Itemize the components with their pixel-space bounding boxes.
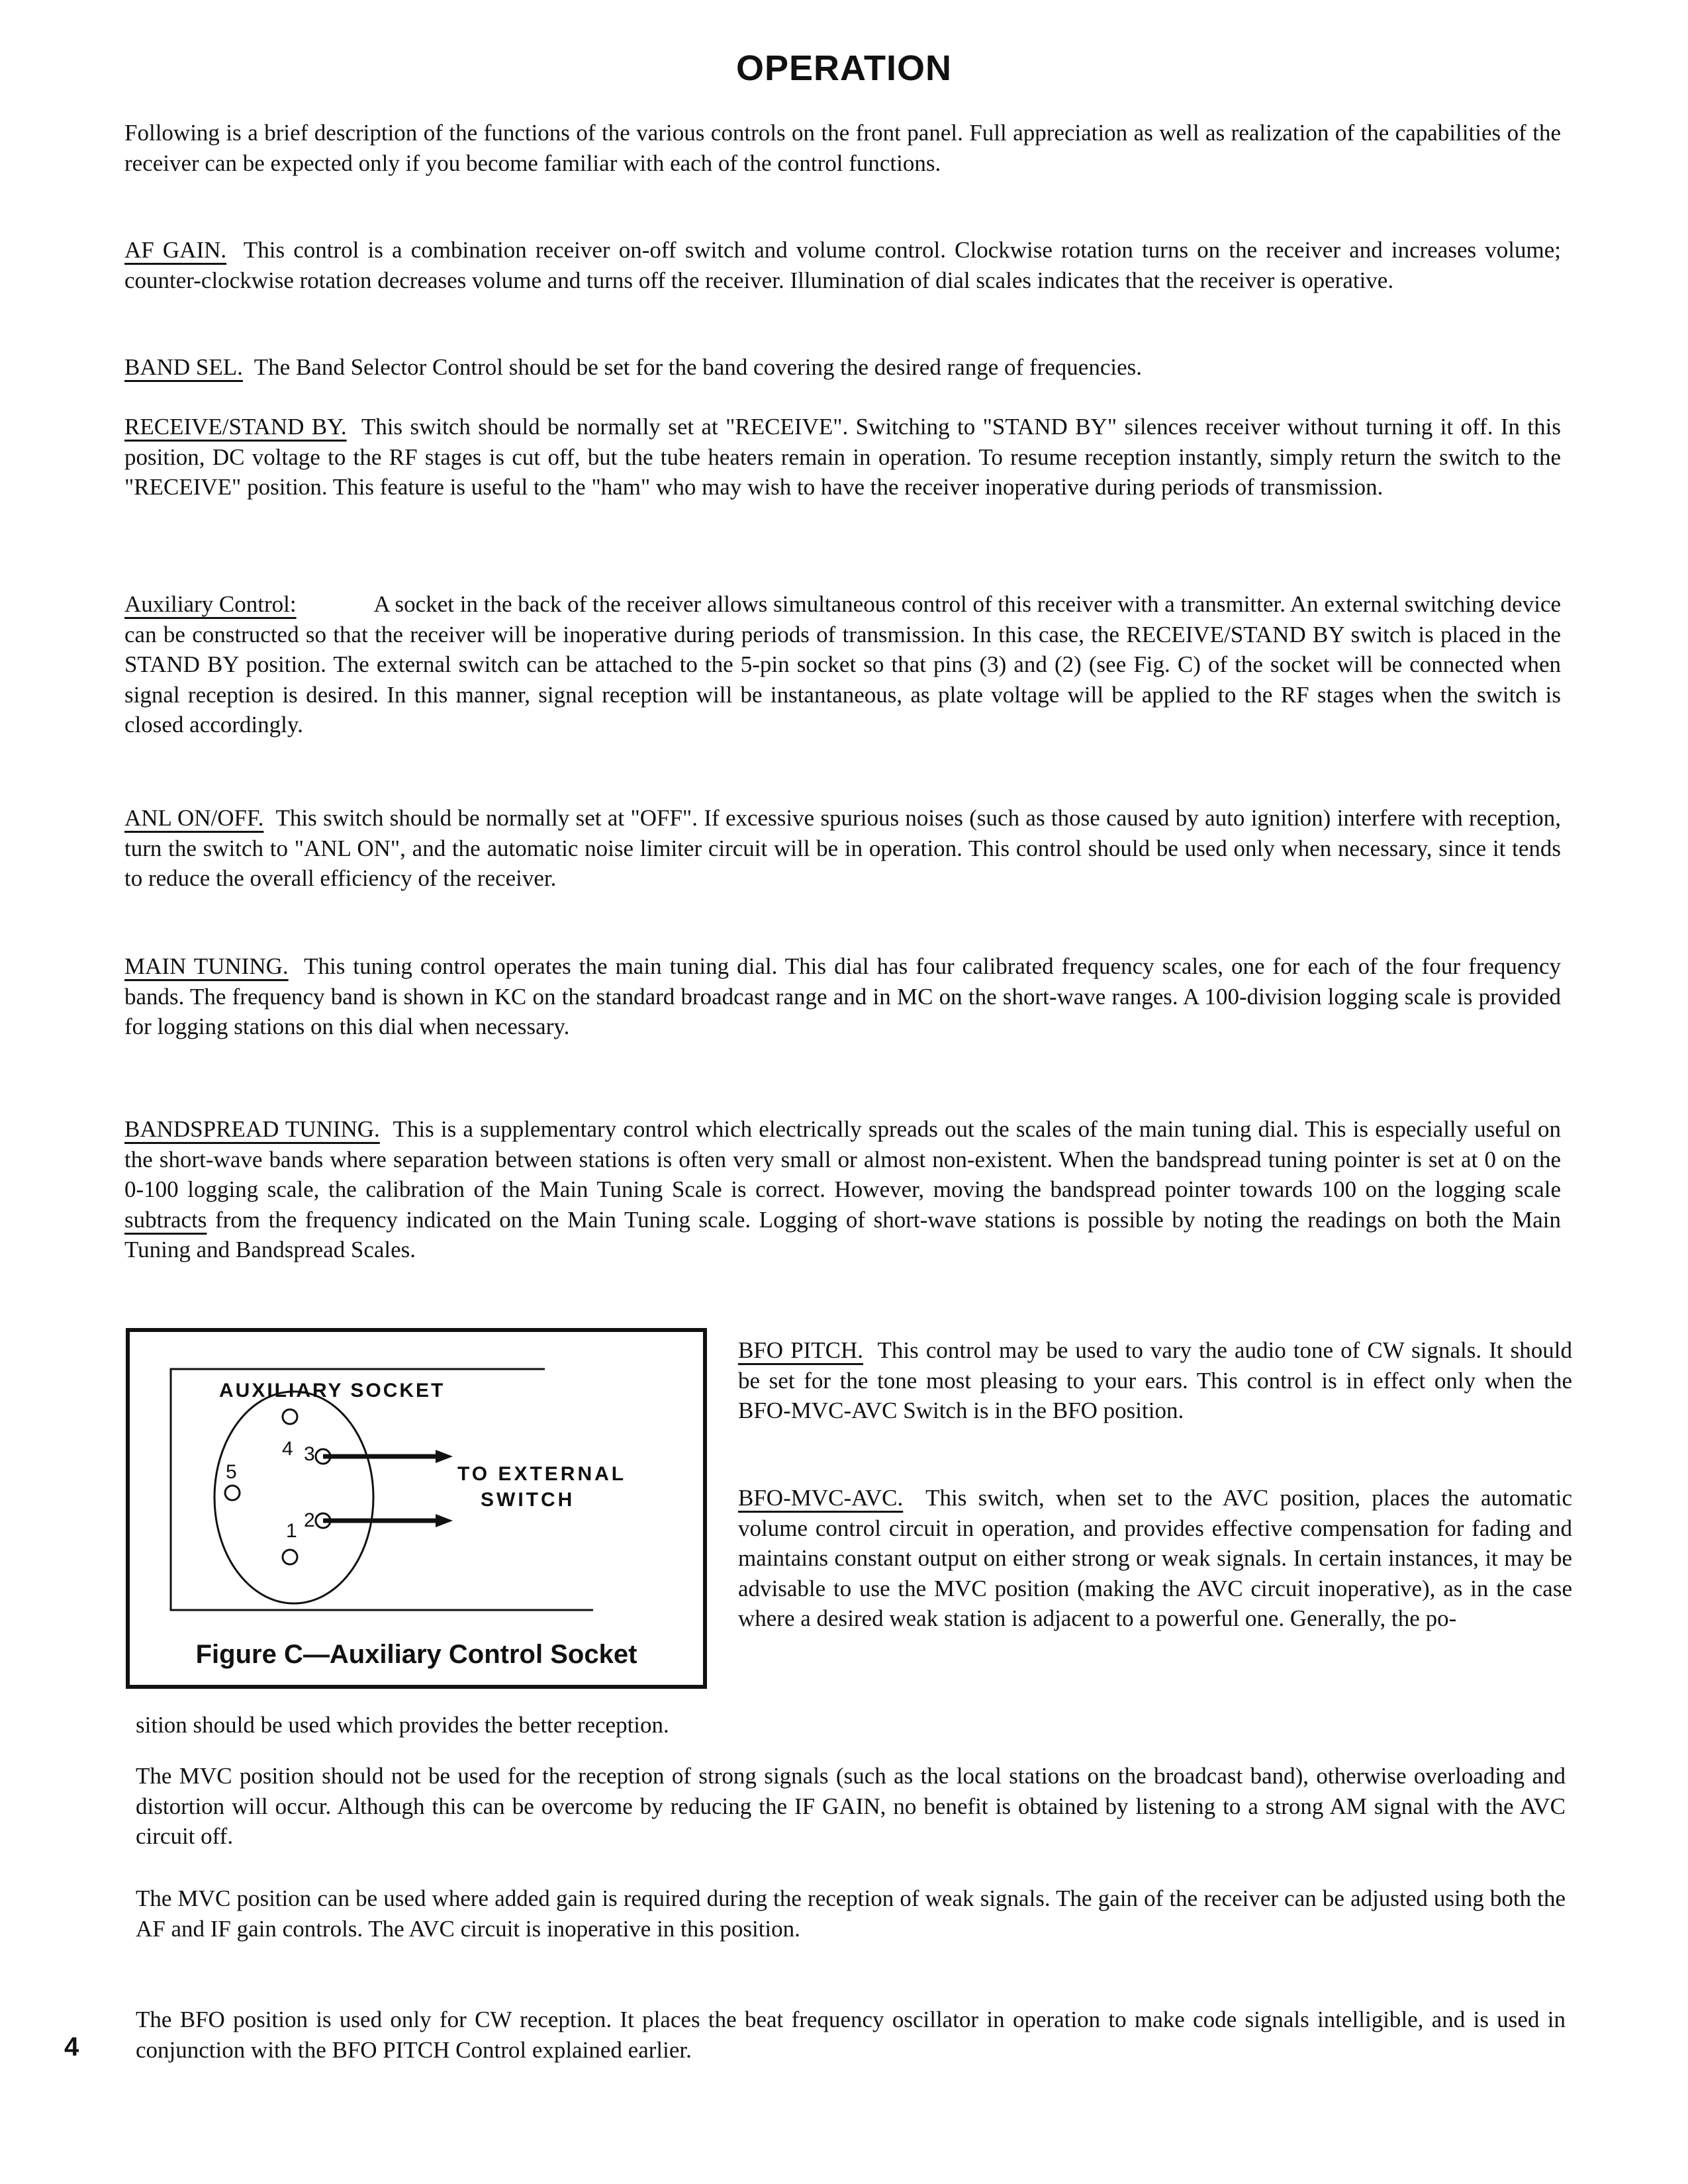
section-band-sel: [124, 352, 1561, 383]
pin-number-2: 2: [304, 1509, 315, 1531]
section-body: This switch should be normally set at "RECEIVE". Switching to "STAND BY" silences receiver without turning it off. In this position, DC voltage to the RF stages is cut off, but the tube heaters remain in operation. To resume reception instantly, simply return the switch to the "RECEIVE" position. This feature is useful to the "ham" who may wish to have the receiver inoperative during periods of transmission.: [124, 414, 1561, 500]
section-anl-on-off: [124, 803, 1561, 894]
section-body: The Band Selector Control should be set for the band covering the desired range of frequencies.: [254, 354, 1143, 380]
section-body: This control is a combination receiver on-off switch and volume control. Clockwise rotation turns on the receiver and increases volume; counter-clockwise rotation decreases volume and turns off the receiver. Illumination of dial scales indicates that the receiver is operative.: [124, 237, 1561, 293]
closing-paragraph-bfo: The BFO position is used only for CW reception. It places the beat frequency oscillator in operation to make code signals intelligible, and is used in conjunction with the BFO PITCH Control explained earlier.: [136, 2007, 1566, 2063]
section-heading: AF GAIN.: [124, 237, 227, 263]
pin-4-hole: [283, 1409, 297, 1424]
figure-auxiliary-socket: [126, 1328, 707, 1689]
section-heading: Auxiliary Control:: [124, 591, 297, 617]
section-heading: RECEIVE/STAND BY.: [124, 414, 347, 440]
section-auxiliary-control: [124, 589, 1561, 740]
target-label-line1: TO EXTERNAL: [457, 1463, 627, 1485]
target-label-line2: SWITCH: [481, 1489, 575, 1511]
pin-number-4: 4: [282, 1438, 293, 1460]
intro-paragraph: Following is a brief description of the functions of the various controls on the front panel. Full appreciation as well as realization of the capabilities of the receiver can be expected only if you become familiar with each of the control functions.: [124, 120, 1561, 176]
arrow-head-pin-3: [436, 1450, 453, 1463]
section-heading: BANDSPREAD TUNING.: [124, 1116, 380, 1142]
section-body: This control may be used to vary the audio tone of CW signals. It should be set for the tone most pleasing to your ears. This control is in effect only when the BFO-MVC-AVC Switch is in the BFO position.: [738, 1337, 1572, 1423]
page-title: OPERATION: [735, 48, 952, 88]
section-bfo-mvc-avc-continuation: sition should be used which provides the better reception.: [136, 1712, 669, 1738]
section-body: A socket in the back of the receiver allows simultaneous control of this receiver with a transmitter. An external switching device can be constructed so that the receiver will be inoperative during periods of transmission. In this case, the RECEIVE/STAND BY switch is placed in the STAND BY position. The external switch can be attached to the 5-pin socket so that pins (3) and (2) (see Fig. C) of the socket will be connected when signal reception is desired. In this manner, signal reception will be instantaneous, as plate voltage will be applied to the RF stages when the switch is closed accordingly.: [124, 591, 1562, 737]
section-bfo-pitch: [738, 1335, 1572, 1426]
section-af-gain: [124, 235, 1561, 295]
closing-paragraph-mvc-strong: The MVC position should not be used for the reception of strong signals (such as the local stations on the broadcast band), otherwise overloading and distortion will occur. Although this can be overcome by reducing the IF GAIN, no benefit is obtained by listening to a strong AM signal with the AVC circuit off.: [136, 1763, 1566, 1849]
arrow-head-pin-2: [436, 1514, 453, 1527]
section-bandspread-tuning: [124, 1114, 1561, 1265]
section-heading: BFO-MVC-AVC.: [738, 1485, 904, 1511]
figure-caption: Figure C—Auxiliary Control Socket: [195, 1640, 637, 1669]
pin-number-1: 1: [286, 1520, 297, 1542]
section-heading: ANL ON/OFF.: [124, 805, 264, 831]
section-receive-standby: [124, 412, 1561, 502]
pin-1-hole: [283, 1550, 297, 1564]
pin-5-hole: [225, 1486, 240, 1500]
section-body-continued: from the frequency indicated on the Main Tuning scale. Logging of short-wave stations is possible by noting the readings on both the Main Tuning and Bandspread Scales.: [124, 1206, 1562, 1262]
section-body: This switch should be normally set at "OFF". If excessive spurious noises (such as those caused by auto ignition) interfere with reception, turn the switch to "ANL ON", and the automatic noise limiter circuit will be in operation. This control should be used only when necessary, since it tends to reduce the overall efficiency of the receiver.: [124, 805, 1561, 891]
section-bfo-mvc-avc: [738, 1483, 1572, 1634]
section-main-tuning: [124, 951, 1561, 1042]
section-heading: BFO PITCH.: [738, 1337, 864, 1363]
section-body: This is a supplementary control which electrically spreads out the scales of the main tuning dial. This is especially useful on the short-wave bands where separation between stations is often very small or almost non-existent. When the bandspread tuning pointer is set at 0 on the 0-100 logging scale, the calibration of the Main Tuning Scale is correct. However, moving the bandspread pointer towards 100 on the logging scale: [124, 1116, 1561, 1202]
pin-number-5: 5: [226, 1461, 237, 1483]
page-number: 4: [64, 2032, 79, 2062]
section-heading: BAND SEL.: [124, 354, 243, 380]
figure-label: AUXILIARY SOCKET: [219, 1380, 445, 1401]
section-heading: MAIN TUNING.: [124, 953, 289, 979]
pin-number-3: 3: [304, 1443, 315, 1465]
section-body: This switch, when set to the AVC position, places the automatic volume control circuit in operation, and provides effective compensation for fading and maintains constant output on either strong or weak signals. In certain instances, it may be advisable to use the MVC position (making the AVC circuit inoperative), as in the case where a desired weak station is adjacent to a powerful one. Generally, the po-: [738, 1485, 1572, 1631]
emphasis-subtracts: subtracts: [124, 1206, 207, 1233]
section-body: This tuning control operates the main tuning dial. This dial has four calibrated frequency scales, one for each of the four frequency bands. The frequency band is shown in KC on the standard broadcast range and in MC on the short-wave ranges. A 100-division logging scale is provided for logging stations on this dial when necessary.: [124, 953, 1561, 1039]
closing-paragraph-mvc-weak: The MVC position can be used where added gain is required during the reception of weak signals. The gain of the receiver can be adjusted using both the AF and IF gain controls. The AVC circuit is inoperative in this position.: [136, 1885, 1566, 1942]
